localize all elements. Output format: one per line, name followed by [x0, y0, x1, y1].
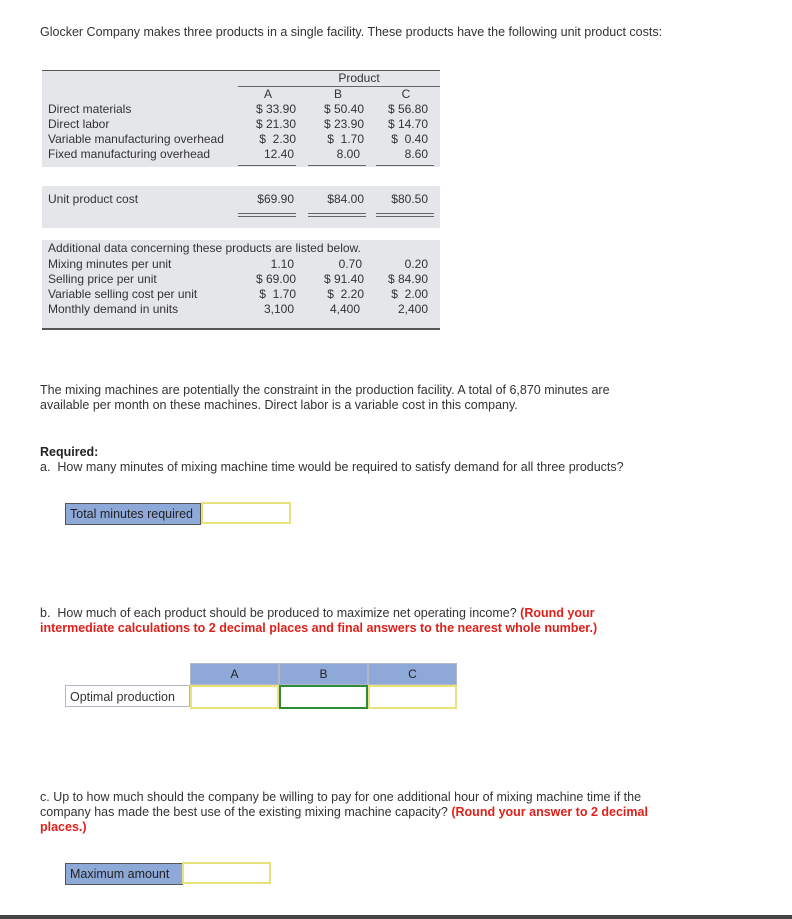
cell: $ 2.30 — [259, 132, 296, 146]
cell: $ 14.70 — [387, 117, 428, 131]
intro-text: Glocker Company makes three products in a single facility. These products have the following unit product costs: — [40, 25, 663, 39]
unit-cost-row — [42, 186, 440, 228]
cell: $ 1.70 — [327, 132, 364, 146]
row-label-fixed-overhead: Fixed manufacturing overhead — [48, 147, 211, 161]
row-label-direct-materials: Direct materials — [48, 102, 132, 116]
col-header-b: B — [333, 87, 342, 101]
row-label-monthly-demand: Monthly demand in units — [48, 302, 179, 316]
constraint-text: The mixing machines are potentially the constraint in the production facility. A total of 6,870 minutes are available per month on these machines. Direct labor is a variable cost in this company. — [40, 383, 610, 412]
optimal-production-a-input[interactable] — [190, 685, 279, 709]
cell: 12.40 — [263, 147, 294, 161]
required-heading: Required: — [40, 445, 99, 459]
question-c-note: (Round your answer to 2 decimal places.) — [40, 805, 648, 834]
cost-table — [42, 70, 440, 167]
cell: 0.20 — [404, 257, 428, 271]
additional-heading: Additional data concerning these products are listed below. — [48, 241, 361, 255]
question-c — [40, 790, 670, 835]
cell: $ 33.90 — [255, 102, 296, 116]
cell: 4,400 — [329, 302, 360, 316]
maximum-amount-label: Maximum amount — [65, 863, 183, 885]
total-minutes-label: Total minutes required — [65, 503, 201, 525]
col-header-a: A — [263, 87, 272, 101]
total-cell: $80.50 — [391, 192, 428, 206]
question-b — [40, 606, 670, 636]
col-header-b: B — [279, 663, 368, 685]
cell: $ 56.80 — [387, 102, 428, 116]
cell: $ 2.20 — [327, 287, 364, 301]
cell: $ 23.90 — [323, 117, 364, 131]
question-c-text: c. Up to how much should the company be willing to pay for one additional hour of mixing machine time if the company has made the best use of the existing mixing machine capacity? — [40, 790, 642, 819]
double-rule — [238, 213, 296, 217]
maximum-amount-input[interactable] — [182, 862, 271, 884]
product-header: Product — [338, 71, 380, 85]
cell: 1.10 — [270, 257, 294, 271]
question-b-text: b. How much of each product should be produced to maximize net operating income? — [40, 606, 517, 620]
cell: 0.70 — [338, 257, 362, 271]
cell: 8.00 — [336, 147, 360, 161]
question-a: a. How many minutes of mixing machine time would be required to satisfy demand for all three products? — [40, 460, 624, 474]
total-minutes-input[interactable] — [201, 502, 291, 524]
cell: $ 2.00 — [391, 287, 428, 301]
col-header-a: A — [190, 663, 279, 685]
bottom-divider — [0, 915, 792, 919]
optimal-production-b-input[interactable] — [279, 685, 368, 709]
row-label-mixing-minutes: Mixing minutes per unit — [48, 257, 172, 271]
cell: $ 21.30 — [255, 117, 296, 131]
row-label-variable-selling-cost: Variable selling cost per unit — [48, 287, 198, 301]
cell: 3,100 — [263, 302, 294, 316]
cell: $ 84.90 — [387, 272, 428, 286]
total-cell: $69.90 — [257, 192, 294, 206]
cell: $ 50.40 — [323, 102, 364, 116]
cell: 2,400 — [397, 302, 428, 316]
cell: $ 91.40 — [323, 272, 364, 286]
row-label-selling-price: Selling price per unit — [48, 272, 157, 286]
row-label-unit-product-cost: Unit product cost — [48, 192, 139, 206]
cell: 8.60 — [404, 147, 428, 161]
total-cell: $84.00 — [327, 192, 364, 206]
optimal-production-label: Optimal production — [65, 685, 190, 707]
question-b-note: (Round your intermediate calculations to 2 decimal places and final answers to the nearest whole number.) — [40, 606, 598, 635]
double-rule — [376, 213, 434, 217]
col-header-c: C — [368, 663, 457, 685]
row-label-variable-overhead: Variable manufacturing overhead — [48, 132, 224, 146]
sum-rule — [308, 165, 366, 166]
cell: $ 0.40 — [391, 132, 428, 146]
row-label-direct-labor: Direct labor — [48, 117, 110, 131]
sum-rule — [376, 165, 434, 166]
sum-rule — [238, 165, 296, 166]
optimal-production-c-input[interactable] — [368, 685, 457, 709]
col-header-c: C — [401, 87, 411, 101]
double-rule — [308, 213, 366, 217]
cell: $ 69.00 — [255, 272, 296, 286]
additional-data-table — [42, 240, 440, 330]
cell: $ 1.70 — [259, 287, 296, 301]
